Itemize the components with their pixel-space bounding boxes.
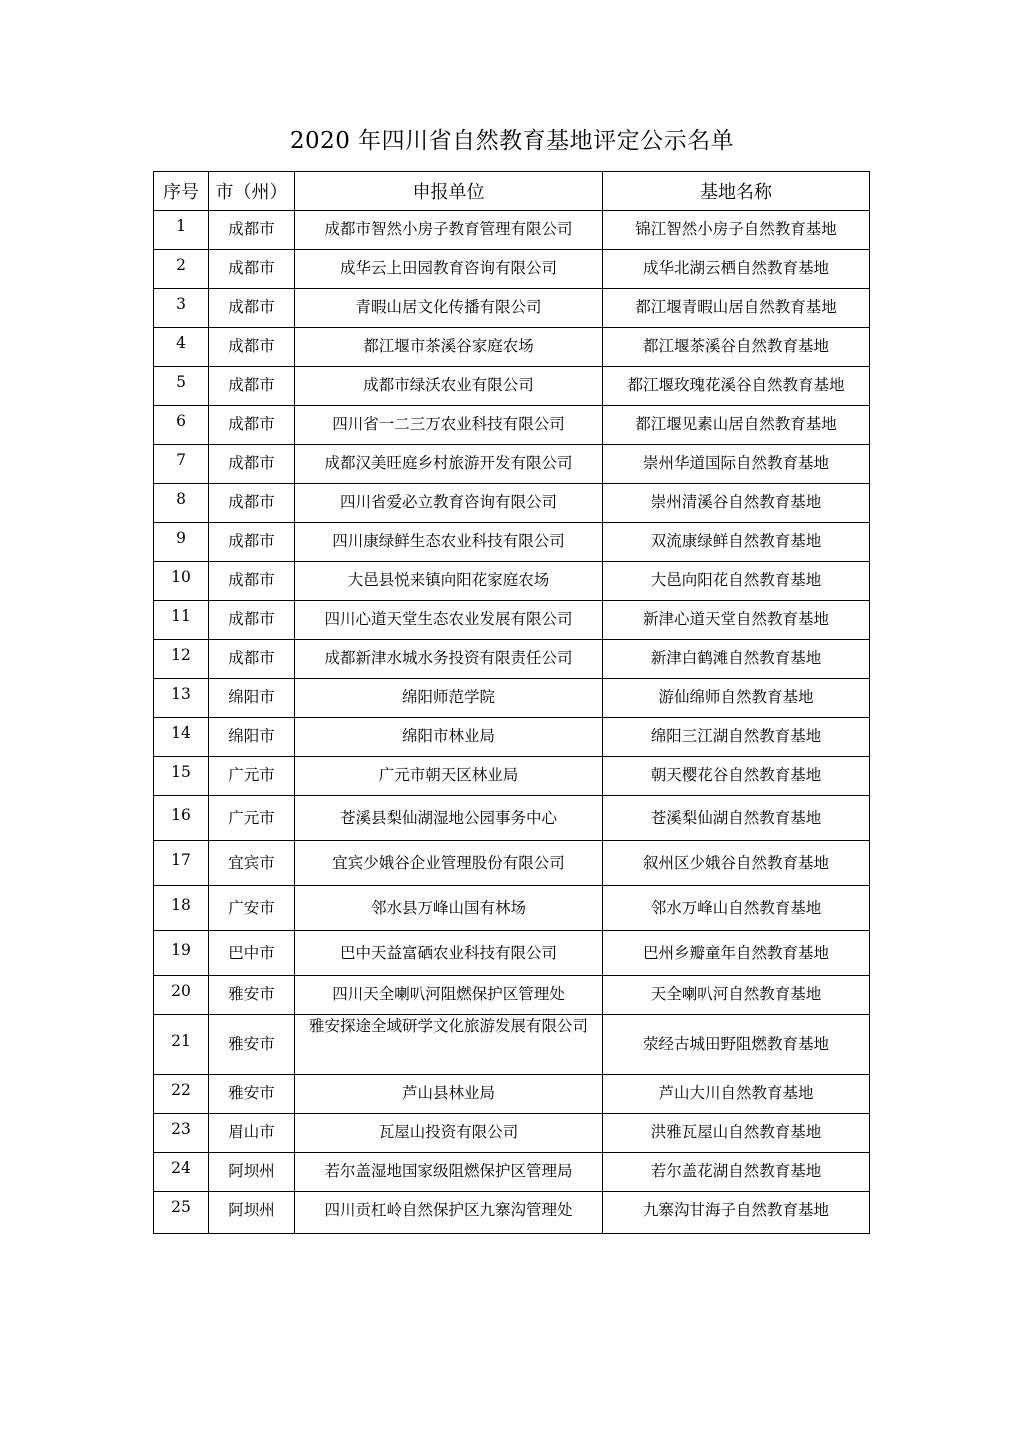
cell-city: 阿坝州	[209, 1153, 295, 1192]
cell-base: 都江堰青暇山居自然教育基地	[603, 289, 870, 328]
cell-city: 成都市	[209, 367, 295, 406]
cell-unit: 都江堰市茶溪谷家庭农场	[295, 328, 603, 367]
cell-base: 天全喇叭河自然教育基地	[603, 976, 870, 1015]
cell-seq: 15	[154, 757, 209, 796]
cell-city: 成都市	[209, 406, 295, 445]
cell-city: 宜宾市	[209, 841, 295, 886]
cell-base: 荥经古城田野阻燃教育基地	[603, 1015, 870, 1075]
table-row	[154, 1015, 870, 1075]
cell-seq: 16	[154, 796, 209, 841]
cell-city: 成都市	[209, 601, 295, 640]
cell-city: 雅安市	[209, 1015, 295, 1075]
cell-unit: 成华云上田园教育咨询有限公司	[295, 250, 603, 289]
cell-base: 九寨沟甘海子自然教育基地	[603, 1192, 870, 1234]
cell-seq: 9	[154, 523, 209, 562]
cell-unit: 邻水县万峰山国有林场	[295, 886, 603, 931]
cell-unit: 巴中天益富硒农业科技有限公司	[295, 931, 603, 976]
table-row	[154, 679, 870, 718]
cell-city: 绵阳市	[209, 679, 295, 718]
cell-unit: 四川省一二三万农业科技有限公司	[295, 406, 603, 445]
cell-seq: 19	[154, 931, 209, 976]
cell-unit: 瓦屋山投资有限公司	[295, 1114, 603, 1153]
cell-seq: 10	[154, 562, 209, 601]
cell-seq: 20	[154, 976, 209, 1015]
cell-base: 巴州乡瓣童年自然教育基地	[603, 931, 870, 976]
cell-seq: 25	[154, 1192, 209, 1234]
cell-base: 大邑向阳花自然教育基地	[603, 562, 870, 601]
cell-city: 雅安市	[209, 1075, 295, 1114]
cell-seq: 1	[154, 211, 209, 250]
cell-seq: 11	[154, 601, 209, 640]
header-base: 基地名称	[603, 172, 870, 211]
cell-unit: 四川康绿鲜生态农业科技有限公司	[295, 523, 603, 562]
cell-city: 阿坝州	[209, 1192, 295, 1234]
cell-seq: 5	[154, 367, 209, 406]
cell-base: 成华北湖云栖自然教育基地	[603, 250, 870, 289]
table-row	[154, 328, 870, 367]
cell-seq: 24	[154, 1153, 209, 1192]
cell-unit: 成都市绿沃农业有限公司	[295, 367, 603, 406]
cell-unit: 成都汉美旺庭乡村旅游开发有限公司	[295, 445, 603, 484]
cell-base: 都江堰玫瑰花溪谷自然教育基地	[603, 367, 870, 406]
cell-seq: 17	[154, 841, 209, 886]
table-row	[154, 1153, 870, 1192]
table-row	[154, 484, 870, 523]
document-title: 2020 年四川省自然教育基地评定公示名单	[289, 128, 735, 154]
cell-base: 崇州华道国际自然教育基地	[603, 445, 870, 484]
cell-city: 成都市	[209, 211, 295, 250]
cell-unit: 芦山县林业局	[295, 1075, 603, 1114]
header-seq: 序号	[154, 172, 209, 211]
table-row	[154, 445, 870, 484]
cell-base: 都江堰茶溪谷自然教育基地	[603, 328, 870, 367]
table-row	[154, 718, 870, 757]
cell-base: 朝天樱花谷自然教育基地	[603, 757, 870, 796]
table-row	[154, 796, 870, 841]
cell-seq: 7	[154, 445, 209, 484]
cell-base: 崇州清溪谷自然教育基地	[603, 484, 870, 523]
table-row	[154, 931, 870, 976]
cell-base: 游仙绵师自然教育基地	[603, 679, 870, 718]
cell-base: 新津心道天堂自然教育基地	[603, 601, 870, 640]
cell-unit: 绵阳市林业局	[295, 718, 603, 757]
cell-seq: 13	[154, 679, 209, 718]
table-row	[154, 211, 870, 250]
cell-base: 叙州区少娥谷自然教育基地	[603, 841, 870, 886]
table-row	[154, 976, 870, 1015]
cell-base: 绵阳三江湖自然教育基地	[603, 718, 870, 757]
table-row	[154, 562, 870, 601]
cell-seq: 2	[154, 250, 209, 289]
cell-unit: 大邑县悦来镇向阳花家庭农场	[295, 562, 603, 601]
cell-base: 新津白鹤滩自然教育基地	[603, 640, 870, 679]
table-row	[154, 886, 870, 931]
cell-unit: 四川天全喇叭河阻燃保护区管理处	[295, 976, 603, 1015]
cell-city: 成都市	[209, 328, 295, 367]
cell-city: 雅安市	[209, 976, 295, 1015]
cell-unit: 四川心道天堂生态农业发展有限公司	[295, 601, 603, 640]
cell-base: 芦山大川自然教育基地	[603, 1075, 870, 1114]
cell-unit: 青暇山居文化传播有限公司	[295, 289, 603, 328]
cell-unit: 绵阳师范学院	[295, 679, 603, 718]
table-row	[154, 406, 870, 445]
cell-city: 成都市	[209, 484, 295, 523]
table-row	[154, 289, 870, 328]
cell-city: 成都市	[209, 289, 295, 328]
cell-unit: 广元市朝天区林业局	[295, 757, 603, 796]
table-row	[154, 367, 870, 406]
cell-city: 成都市	[209, 640, 295, 679]
cell-seq: 12	[154, 640, 209, 679]
header-city: 市（州）	[209, 172, 295, 211]
cell-city: 绵阳市	[209, 718, 295, 757]
cell-unit: 成都新津水城水务投资有限责任公司	[295, 640, 603, 679]
cell-city: 成都市	[209, 562, 295, 601]
cell-unit: 宜宾少娥谷企业管理股份有限公司	[295, 841, 603, 886]
cell-base: 洪雅瓦屋山自然教育基地	[603, 1114, 870, 1153]
table-row	[154, 841, 870, 886]
cell-city: 眉山市	[209, 1114, 295, 1153]
cell-city: 广元市	[209, 757, 295, 796]
header-unit: 申报单位	[295, 172, 603, 211]
cell-seq: 22	[154, 1075, 209, 1114]
table-row	[154, 523, 870, 562]
cell-seq: 18	[154, 886, 209, 931]
cell-base: 邻水万峰山自然教育基地	[603, 886, 870, 931]
cell-seq: 4	[154, 328, 209, 367]
table-row	[154, 757, 870, 796]
cell-seq: 8	[154, 484, 209, 523]
cell-city: 成都市	[209, 445, 295, 484]
table-row	[154, 601, 870, 640]
table-row	[154, 640, 870, 679]
cell-city: 成都市	[209, 250, 295, 289]
cell-seq: 23	[154, 1114, 209, 1153]
cell-base: 锦江智然小房子自然教育基地	[603, 211, 870, 250]
cell-seq: 6	[154, 406, 209, 445]
cell-unit: 苍溪县梨仙湖湿地公园事务中心	[295, 796, 603, 841]
cell-unit: 成都市智然小房子教育管理有限公司	[295, 211, 603, 250]
cell-city: 成都市	[209, 523, 295, 562]
cell-base: 苍溪梨仙湖自然教育基地	[603, 796, 870, 841]
cell-base: 双流康绿鲜自然教育基地	[603, 523, 870, 562]
cell-city: 巴中市	[209, 931, 295, 976]
table-header-row	[154, 172, 870, 211]
cell-seq: 21	[154, 1015, 209, 1075]
table-row	[154, 1114, 870, 1153]
cell-base: 都江堰见素山居自然教育基地	[603, 406, 870, 445]
cell-unit: 若尔盖湿地国家级阻燃保护区管理局	[295, 1153, 603, 1192]
cell-city: 广安市	[209, 886, 295, 931]
cell-unit: 雅安探途全域研学文化旅游发展有限公司	[295, 1015, 603, 1075]
table-row	[154, 1075, 870, 1114]
cell-base: 若尔盖花湖自然教育基地	[603, 1153, 870, 1192]
cell-unit: 四川贡杠岭自然保护区九寨沟管理处	[295, 1192, 603, 1234]
cell-seq: 14	[154, 718, 209, 757]
table-row	[154, 250, 870, 289]
cell-city: 广元市	[209, 796, 295, 841]
table-row	[154, 1192, 870, 1234]
cell-seq: 3	[154, 289, 209, 328]
base-list-table	[153, 171, 870, 1234]
cell-unit: 四川省爱必立教育咨询有限公司	[295, 484, 603, 523]
